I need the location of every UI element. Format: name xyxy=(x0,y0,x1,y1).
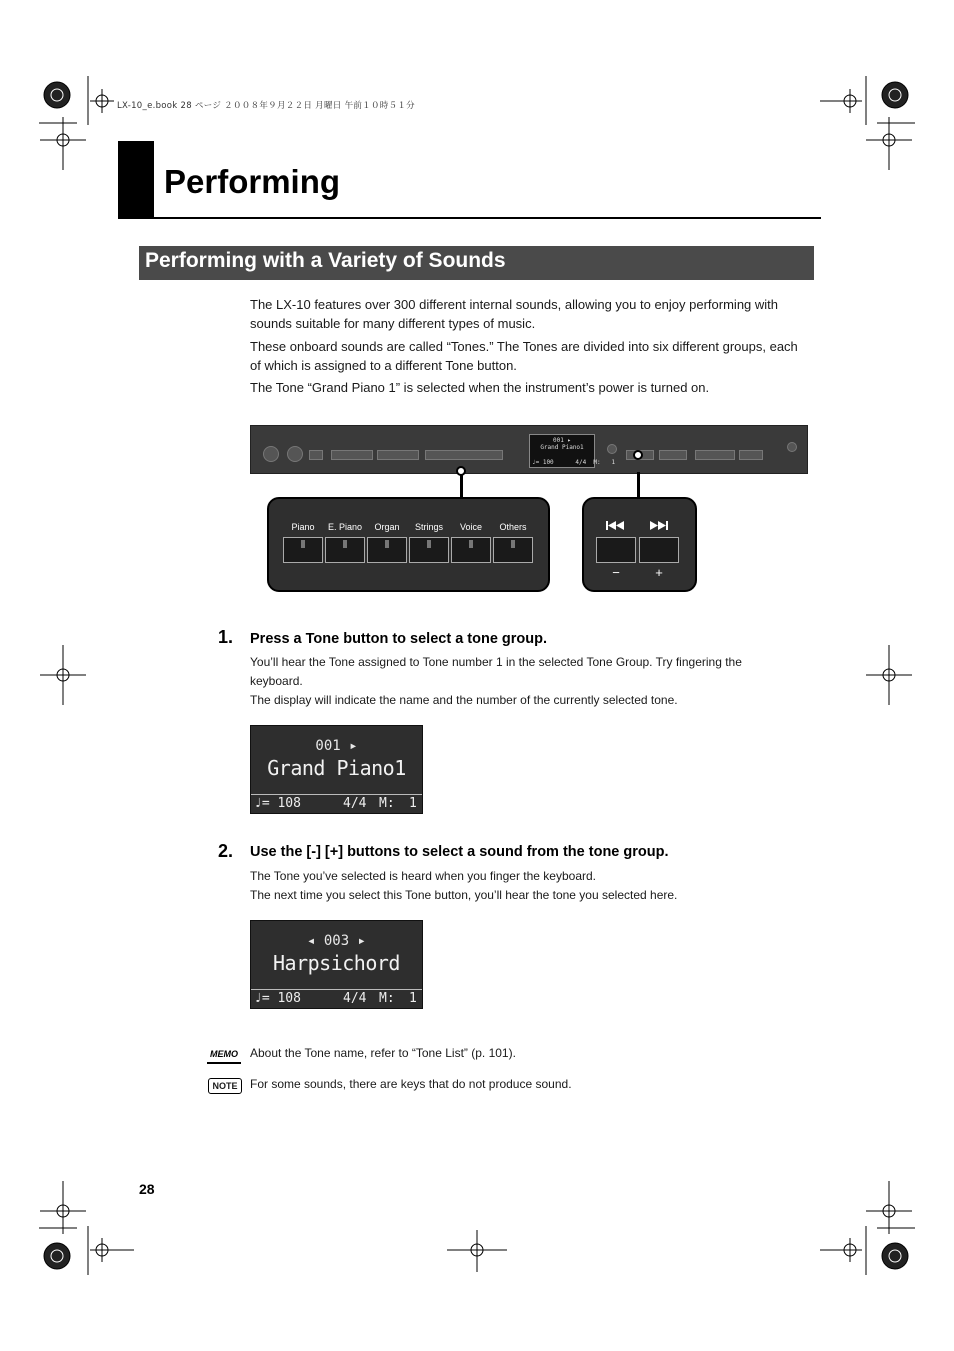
tone-button-organ[interactable] xyxy=(367,537,407,563)
memo-text: About the Tone name, refer to “Tone List” (p. 101). xyxy=(250,1046,516,1060)
control-panel-strip xyxy=(250,425,808,474)
minus-label: − xyxy=(612,565,620,580)
chapter-tab xyxy=(118,141,154,219)
panel-button-group xyxy=(695,450,735,460)
intro-paragraph-2: These onboard sounds are called “Tones.” The Tones are divided into six different groups, each of which is assigned to a different Tone button. xyxy=(250,339,798,373)
note-text: For some sounds, there are keys that do not produce sound. xyxy=(250,1077,572,1091)
panel-button-group xyxy=(739,450,763,460)
panel-indicator xyxy=(607,444,617,454)
skip-back-icon xyxy=(606,521,626,530)
tone-label-organ: Organ xyxy=(374,522,400,532)
section-title: Performing with a Variety of Sounds xyxy=(145,249,506,272)
tone-label-others: Others xyxy=(499,522,527,532)
lcd-tone-name: Grand Piano1 xyxy=(267,756,406,780)
lcd-display-1 xyxy=(250,725,423,814)
phones-jack xyxy=(787,442,797,452)
lcd-tempo: ♩= 108 xyxy=(254,991,301,1006)
tone-button-epiano[interactable] xyxy=(325,537,365,563)
intro-paragraph-3: The Tone “Grand Piano 1” is selected when the instrument’s power is turned on. xyxy=(250,380,710,395)
panel-button-group xyxy=(331,450,373,460)
connector-dot-left xyxy=(456,466,466,476)
lcd-display-2 xyxy=(250,920,423,1009)
panel-button-group xyxy=(377,450,419,460)
panel-button-group xyxy=(659,450,687,460)
step-1-text-2: The display will indicate the name and the number of the currently selected tone. xyxy=(250,693,678,707)
chapter-title: Performing xyxy=(164,163,341,200)
step-2-title: Use the [-] [+] buttons to select a sound from the tone group. xyxy=(250,844,669,860)
lcd-status-row xyxy=(251,794,422,813)
lcd-meter: 4/4 xyxy=(343,991,367,1006)
tone-button-others[interactable] xyxy=(493,537,533,563)
panel-button xyxy=(309,450,323,460)
plus-label: + xyxy=(655,565,663,580)
strip-display-top: 001 ▸ xyxy=(552,437,572,444)
tone-button-strings[interactable] xyxy=(409,537,449,563)
strip-display-name: Grand Piano1 xyxy=(540,444,584,451)
step-1-title: Press a Tone button to select a tone group. xyxy=(250,631,548,647)
step-2-text-1: The Tone you’ve selected is heard when you finger the keyboard. xyxy=(250,869,596,883)
skip-forward-icon xyxy=(650,521,670,530)
step-2-text-2: The next time you select this Tone button, you’ll hear the tone you selected here. xyxy=(250,888,678,902)
tone-label-voice: Voice xyxy=(459,522,483,532)
minus-plus-zoom xyxy=(582,497,697,592)
plus-button[interactable] xyxy=(639,537,679,563)
connector-dot-right xyxy=(633,450,643,460)
lcd-measure: 1 xyxy=(409,991,417,1006)
page-number: 28 xyxy=(139,1181,155,1197)
note-icon: NOTE xyxy=(208,1078,242,1094)
lcd-tempo: ♩= 108 xyxy=(254,796,301,811)
lcd-tone-number: ◂ 003 ▸ xyxy=(306,933,366,949)
strip-display xyxy=(529,434,616,468)
tone-button-piano[interactable] xyxy=(283,537,323,563)
step-1-number: 1. xyxy=(218,627,234,647)
memo-icon: MEMO xyxy=(207,1046,241,1064)
minus-button[interactable] xyxy=(596,537,636,563)
lcd-status-row xyxy=(251,989,422,1008)
intro-paragraph-1: The LX-10 features over 300 different internal sounds, allowing you to enjoy performing with sounds suitable for many different types of music. xyxy=(250,297,779,331)
tone-label-strings: Strings xyxy=(414,522,443,532)
step-2-number: 2. xyxy=(218,841,234,861)
lcd-measure-label: M: xyxy=(379,796,395,811)
tone-buttons-zoom xyxy=(267,497,550,592)
lcd-tone-number: 001 ▸ xyxy=(315,738,358,754)
step-1-text-1: You’ll hear the Tone assigned to Tone number 1 in the selected Tone Group. Try fingering the keyboard. xyxy=(250,655,742,688)
volume-knob xyxy=(263,446,279,462)
lcd-measure: 1 xyxy=(409,796,417,811)
tone-label-epiano: E. Piano xyxy=(327,522,363,532)
tone-label-piano: Piano xyxy=(291,522,315,532)
tone-button-strip xyxy=(425,450,503,460)
strip-display-bottom: ♩= 100 4/4 M: 1 xyxy=(532,459,616,466)
chapter-rule xyxy=(118,217,821,219)
lcd-tone-name: Harpsichord xyxy=(273,951,400,975)
tone-button-voice[interactable] xyxy=(451,537,491,563)
lcd-meter: 4/4 xyxy=(343,796,367,811)
file-info-header: LX-10_e.book 28 ページ ２００８年９月２２日 月曜日 午前１０時５１分 xyxy=(117,101,415,111)
connector-line-right xyxy=(637,472,640,498)
lcd-measure-label: M: xyxy=(379,991,395,1006)
brilliance-knob xyxy=(287,446,303,462)
